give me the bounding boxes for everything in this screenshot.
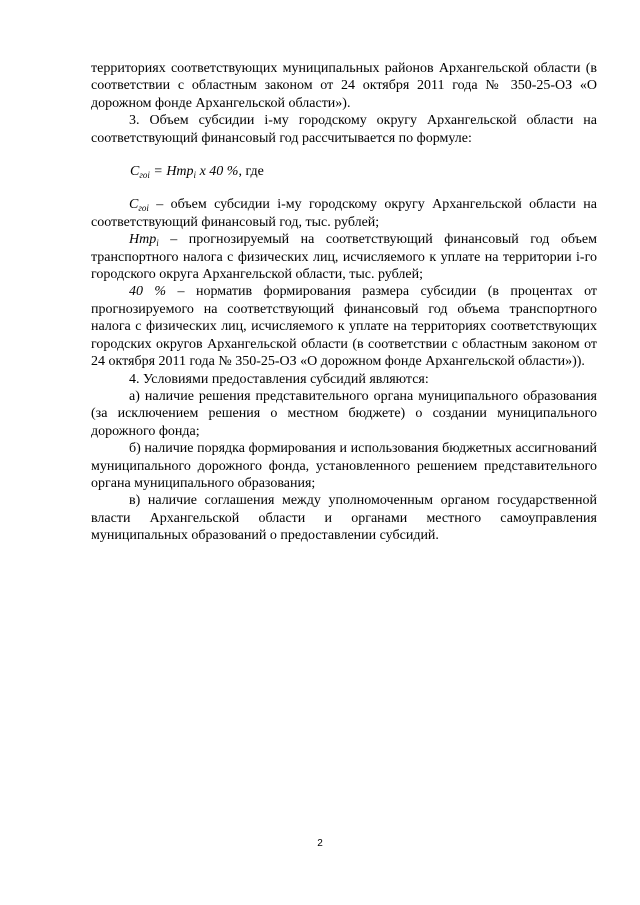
paragraph-4: 4. Условиями предоставления субсидий являются: [129,371,429,387]
definition-40-symbol: 40 % [129,284,167,300]
formula-rhs-subscript: i [193,170,197,181]
page-number: 2 [317,838,323,849]
paragraph-4b: б) наличие порядка формирования и использования бюджетных ассигнований муниципального дорожного фонда, установленного решением представительного органа муниципального образования; [91,441,597,491]
definition-40-text: – норматив формирования размера субсидии (в процентах от прогнозируемого на соответствующий финансовый год объема транспортного налога с физических лиц, исчисляемого к уплате на территориях соответствующих городских округов Архангельской области (в соответствии с областным законом от 24 октября 2011 года № 350-25-ОЗ «О дорожном фонде Архангельской области»)). [91,284,597,370]
document-body [91,60,597,545]
definition-c-text: – объем субсидии i-му городскому округу Архангельской области на соответствующий финансовый год, тыс. рублей; [91,197,597,230]
paragraph-4a: а) наличие решения представительного органа муниципального образования (за исключением решения о местном бюджете) о создании муниципального дорожного фонда; [91,388,597,439]
definition-ntr [91,231,597,283]
formula-lhs-subscript: гоi [139,170,150,181]
paragraph-4c: в) наличие соглашения между уполномоченным органом государственной власти Архангельской области и органами местного самоуправления муниципальных образований о предоставлении субсидий. [91,493,597,544]
formula-suffix: , где [238,164,264,180]
definition-c-symbol: С [129,197,139,213]
spacer [91,147,597,163]
paragraph-3: 3. Объем субсидии i-му городскому округу Архангельской области на соответствующий финансовый год рассчитывается по формуле: [91,113,597,146]
definition-ntr-subscript: i [156,238,159,249]
formula-rhs-symbol: Нтр [166,164,194,180]
definition-40 [91,283,597,370]
definition-ntr-text: – прогнозируемый на соответствующий финансовый год объем транспортного налога с физических лиц, исчисляемого к уплате на территории i-го городского округа Архангельской области, тыс. рублей; [91,232,597,283]
formula-lhs-symbol: С [130,164,140,180]
formula-rhs-tail: х 40 % [196,164,239,180]
spacer [91,180,597,196]
definition-ntr-symbol: Нтр [129,232,157,248]
paragraph-intro: территориях соответствующих муниципальных районов Архангельской области (в соответствии с областным законом от 24 октября 2011 года № 350-25-ОЗ «О дорожном фонде Архангельской области»). [91,61,597,111]
formula-equals: = [149,164,167,180]
definition-c-subscript: гоi [138,203,149,214]
formula [91,163,597,180]
definition-c [91,196,597,231]
